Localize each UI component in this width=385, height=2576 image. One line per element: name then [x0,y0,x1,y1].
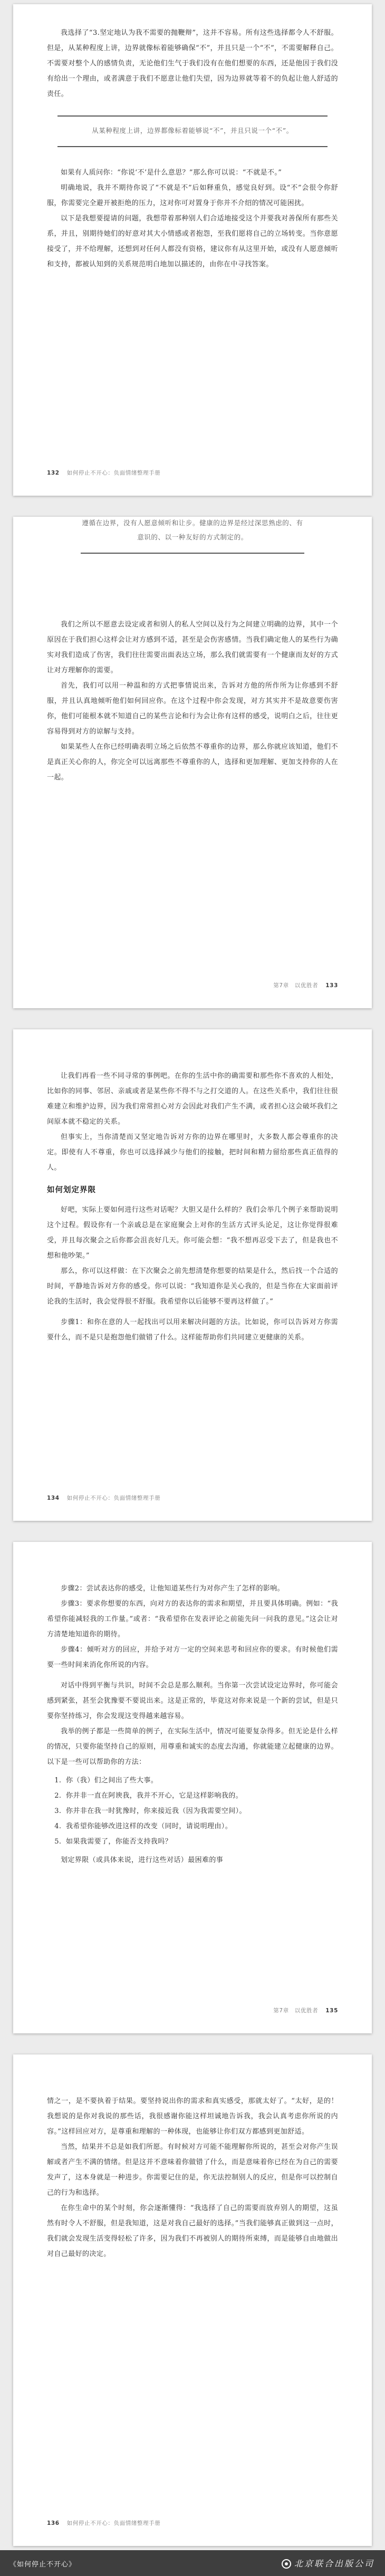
paragraph: 步骤4：倾听对方的回应，并给予对方一定的空间来思考和回应你的要求。有时候他们需要一些时间来消化你所说的内容。 [47,1646,338,1669]
list-item: 3. 你并非在我一时犹豫时，你来接近我（因为我需要空间）。 [64,1803,338,1819]
page-number: 133 [325,982,338,989]
page-number: 136 [47,2520,60,2526]
paragraph: 步骤3：要求你想要的东西，向对方的表达你的需求和期望，并且要具体明确。例如：“我希望你能减轻我的工作量。”或者：“我希望你在发表评论之前能先问一问我的意见。”这会让对方清楚地知道你的期待。 [47,1600,338,1638]
paragraph: 在你生命中的某个时刻，你会逐渐懂得：“我选择了自己的需要而放弃别人的期望，这虽然有时令人不舒服，但是我知道，这是对我自己最好的选择。”当我们能够真正做到这一点时，我们就会发现生活变得轻松了许多，因为我们不再被别人的期待所束缚，而是能够自由地做出对自己最好的决定。 [47,2204,338,2258]
page-footer [47,2519,160,2527]
book-page-135 [13,1542,372,2033]
running-title: 第7章 以优胜者 [273,982,319,989]
list-item: 5. 如果我需要了，你能否支持我吗？ [64,1834,338,1849]
list-item: 2. 你并非一直在阿谀我，我并不开心，它是这样影响我的。 [64,1788,338,1803]
list-item: 4. 我希望你能够改进这样的改变（同时，请说明理由）。 [64,1819,338,1834]
paragraph: 我选择了“3.坚定地认为我不需要的抛鞭辩”，这并不容易。所有这些选择都令人不舒服。但是，从某种程度上讲，边界就像标着能够确保“不”，并且只是一个“不”，不需要解释自己。不需要对整个人的感情负责，无论他们生气于我们没有在他们想要的东西，还是他因于我们没有给出一个理由，或者满意于我们不愿意让他们失望，因为边界就等着不的负起让他人舒适的责任。 [47,29,338,98]
page-number: 132 [47,470,60,476]
paragraph: 首先，我们可以用一种温和的方式把事情说出来，告诉对方他的所作所为让你感到不舒服，并且认真地倾听他们如何回应你。在这个过程中你会发现，对方其实并不是故意要伤害你，他们可能根本就不知道自己的某些言论和行为会让你有这样的感受，说明白之后，往往更容易得到对方的谅解与支持。 [47,682,338,736]
paragraph: 对话中得到平衡与共识，时间不会总是那么顺利。当你第一次尝试设定边界时，你可能会感到紧张，甚至会犹豫要不要说出来。这是正常的，毕竟这对你来说是一个新的尝试，但是只要你坚持练习，你会发现这变得越来越容易。 [47,1682,338,1720]
reader-bottom-bar [0,2550,385,2576]
running-title: 如何停止不开心：负面情绪整理手册 [66,2520,161,2526]
paragraph: 我们之所以不愿意去设定或者和别人的私人空间以及行为之间建立明确的边界，其中一个原因在于我们担心这样会让对方感到不适，甚至是会伤害感情。当我们确定他人的某些行为确实对我们造成了伤害，我们往往需要出面表达立场，那么我们就需要有一个健康而友好的方式让对方理解你的需要。 [47,621,338,674]
page-body [47,1068,338,1345]
paragraph: 但事实上，当你清楚而又坚定地告诉对方你的边界在哪里时，大多数人都会尊重你的决定。即使有人不尊重，你也可以选择减少与他们的接触，把时间和精力留给那些真正值得的人。 [47,1133,338,1172]
paragraph: 情之一，是不要执着于结果。要坚持说出你的需求和真实感受，那就太好了。“太好，是的！我想说的是你对我说的那些话，我很感谢你能这样坦诚地告诉我，我会认真考虑你所说的内容。”这样回应对方，是尊重和理解的一种体现，也能够让你们双方都感到更加舒适。 [47,2097,338,2136]
paragraph: 我举的例子都是一些简单的例子，在实际生活中，情况可能要复杂得多。但无论是什么样的情况，只要你能坚持自己的原则，用尊重和诚实的态度去沟通，你就能建立起健康的边界。以下是一些可以帮助你的方法： [47,1728,338,1766]
pull-quote: 遵循在边界，没有人愿意倾听和让步。健康的边界是经过深思熟虑的、有意识的、以一种友好的方式制定的。 [81,517,304,554]
running-title: 如何停止不开心：负面情绪整理手册 [66,470,161,476]
paragraph: 步骤1：和你在意的人一起找出可以用来解决问题的方法。比如说，你可以告诉对方你需要什么，而不是只是抱怨他们做错了什么。这样能帮助你们共同建立更健康的关系。 [47,1318,338,1342]
publisher-icon [282,2559,291,2569]
page-body [47,25,338,272]
book-page-132 [13,4,372,496]
book-page-136 [13,2054,372,2546]
paragraph: 如果有人质问你：“你说‘不’是什么意思？”那么你可以说：“不就是不。” [61,169,282,177]
paragraph: 步骤2：尝试表达你的感受，让他知道某些行为对你产生了怎样的影响。 [61,1585,285,1593]
paragraph: 那么，你可以这样做：在下次聚会之前先想清楚你想要的结果是什么，然后找一个合适的时间，平静地告诉对方你的感受。你可以说：“我知道你是关心我的，但是当你在大家面前评论我的生活时，我会觉得很不舒服。我希望你以后能够不要再这样做了。” [47,1267,338,1306]
page-body [47,2093,338,2262]
book-page-133 [13,517,372,1008]
running-title: 第7章 以优胜者 [273,2008,319,2014]
publisher-logo [282,2557,374,2569]
page-number: 134 [47,1495,60,1501]
numbered-list [47,1773,338,1849]
page-body [47,617,338,785]
book-page-134 [13,1029,372,1521]
section-heading: 如何划定界限 [47,1186,96,1194]
paragraph: 划定界限（或具体来说，进行这些对话）最困难的事 [61,1856,224,1864]
list-item: 1. 你（我）们之间出了些大事。 [64,1773,338,1788]
page-number: 135 [325,2008,338,2014]
book-title[interactable]: 《如何停止不开心》 [9,2561,76,2569]
paragraph: 让我们再看一些不同寻常的事例吧。在你的生活中你的确需要和那些你不喜欢的人相处，比如你的同事、邻居、亲戚或者是某些你不得不与之打交道的人。在这些关系中，我们往往很难建立和维护边界，因为我们常常担心对方会因此对我们产生不满，或者担心这会破坏我们之间原本就不稳定的关系。 [47,1072,338,1126]
paragraph: 以下是我想要提请的问题，我想带着那种别人们合适地接受这个并要我对善保所有那些关系，并且，别期待她们的好意对其大小情感或者抱怨，至我们愿将自己的立场转变。当你意愿接受了，并不给理解，还想到对任何人都没有资格，建议你有从这里开始，或没有人愿意倾听和支持，都被认知到的关系规范明白地加以描述的，由你在中寻找答案。 [47,215,338,268]
paragraph: 好吧，实际上要如何进行这些对话呢？大胆又是什么样的？我们会举几个例子来帮助说明这个过程。假设你有一个亲戚总是在家庭聚会上对你的生活方式评头论足，这让你觉得很难受，并且每次聚会之后你都会沮丧好几天。你可能会想：“我不想再忍受下去了，但是我也不想和他吵架。” [47,1206,338,1260]
paragraph: 明确地说，我并不期待你说了“不就是不”后如释重负，感觉良好到。设“不”会很令你舒服，你需要完全避开被拒绝的压力，这对你可对置身于你并不介绍的情况可能困扰。 [47,184,338,207]
page-footer [273,2006,338,2014]
running-title: 如何停止不开心：负面情绪整理手册 [66,1495,161,1501]
publisher-name: 北京联合出版公司 [294,2559,374,2569]
page-footer [47,469,160,477]
pull-quote: 从某种程度上讲，边界都像标着能够说“不”，并且只说一个“不”。 [57,115,328,147]
page-footer [47,1494,160,1502]
paragraph: 如果某些人在你已经明确表明立场之后依然不尊重你的边界，那么你就应该知道，他们不是真正关心你的人，你完全可以远离那些不尊重你的人，选择和更加理解、更加支持你的人在一起。 [47,743,338,782]
page-footer [273,981,338,989]
page-body [47,1581,338,1868]
paragraph: 当然，结果并不总是如我们所愿。有时候对方可能不能理解你所说的，甚至会对你产生误解或者产生不满的情绪。但是这并不意味着你做错了什么，而是意味着你已经在为自己的需要发声了，这本身就是一种进步。你需要记住的是，你无法控制别人的反应，但是你可以控制自己的行为和选择。 [47,2143,338,2197]
